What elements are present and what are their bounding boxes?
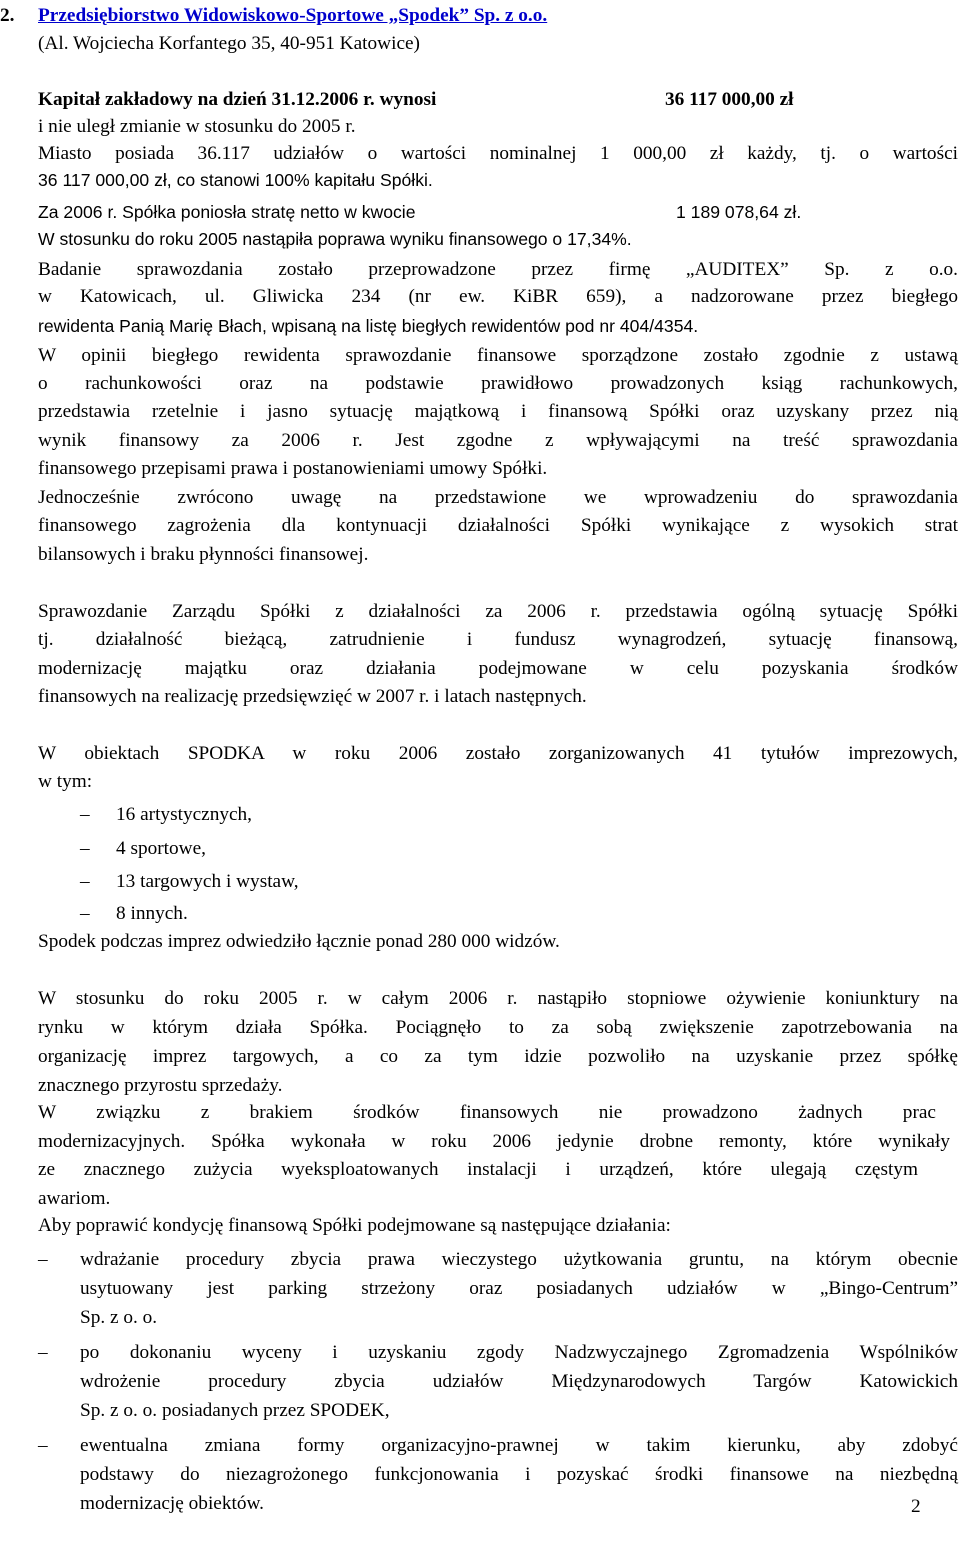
opinion-line-3: przedstawia rzetelnie i jasno sytuację majątkową i finansową Spółki oraz uzyskany przez nią	[38, 401, 958, 422]
section-address: (Al. Wojciecha Korfantego 35, 40-951 Katowice)	[38, 33, 420, 54]
market-line-3: organizację imprez targowych, a co za tym idzie pozwoliło na uzyskanie przez spółkę	[38, 1046, 958, 1067]
opinion-line-1: W opinii biegłego rewidenta sprawozdanie finansowe sporządzone zostało zgodnie z ustawą	[38, 345, 958, 366]
action-3-line-2: podstawy do niezagrożonego funkcjonowania i pozyskać środki finansowe na niezbędną	[80, 1464, 958, 1485]
list-dash: –	[80, 804, 90, 825]
action-2-line-1: po dokonaniu wyceny i uzyskaniu zgody Nadzwyczajnego Zgromadzenia Wspólników	[80, 1342, 958, 1363]
management-line-1: Sprawozdanie Zarządu Spółki z działalności za 2006 r. przedstawia ogólną sytuację Spółki	[38, 601, 958, 622]
audit-line-1: Badanie sprawozdania zostało przeprowadzone przez firmę „AUDITEX” Sp. z o.o.	[38, 259, 958, 280]
improvement-text: W stosunku do roku 2005 nastąpiła poprawa wyniku finansowego o 17,34%.	[38, 229, 632, 249]
events-list-item: 4 sportowe,	[116, 838, 206, 859]
audit-line-2: w Katowicach, ul. Gliwicka 234 (nr ew. KiBR 659), a nadzorowane przez biegłego	[38, 286, 958, 307]
action-3-line-3: modernizację obiektów.	[80, 1493, 264, 1514]
list-dash: –	[80, 871, 90, 892]
management-line-2: tj. działalność bieżącą, zatrudnienie i fundusz wynagrodzeń, sytuację finansową,	[38, 629, 958, 650]
loss-label: Za 2006 r. Spółka poniosła stratę netto w kwocie	[38, 202, 416, 222]
audit-line-3: rewidenta Panią Marię Błach, wpisaną na listę biegłych rewidentów pod nr 404/4354.	[38, 316, 699, 336]
repairs-line-2: modernizacyjnych. Spółka wykonała w roku 2006 jedynie drobne remonty, które wynikały	[38, 1131, 950, 1152]
actions-intro: Aby poprawić kondycję finansową Spółki podejmowane są następujące działania:	[38, 1215, 671, 1236]
action-3-line-1: ewentualna zmiana formy organizacyjno-prawnej w takim kierunku, aby zdobyć	[80, 1435, 958, 1456]
repairs-line-3: ze znacznego zużycia wyeksploatowanych instalacji i urządzeń, które ulegają częstym	[38, 1159, 918, 1180]
list-dash: –	[80, 903, 90, 924]
action-1-line-2: usytuowany jest parking strzeżony oraz posiadanych udziałów w „Bingo-Centrum”	[80, 1278, 958, 1299]
events-intro-line-1: W obiektach SPODKA w roku 2006 zostało zorganizowanych 41 tytułów imprezowych,	[38, 743, 958, 764]
loss-value: 1 189 078,64 zł.	[676, 202, 802, 222]
list-dash: –	[38, 1342, 48, 1363]
opinion-line-5: finansowego przepisami prawa i postanowieniami umowy Spółki.	[38, 458, 548, 479]
events-list-item: 16 artystycznych,	[116, 804, 252, 825]
shares-line-1: Miasto posiada 36.117 udziałów o wartości nominalnej 1 000,00 zł każdy, tj. o wartości	[38, 143, 958, 164]
market-line-2: rynku w którym działa Spółka. Pociągnęło to za sobą zwiększenie zapotrzebowania na	[38, 1017, 958, 1038]
section-number: 2.	[0, 5, 15, 26]
action-2-line-3: Sp. z o. o. posiadanych przez SPODEK,	[80, 1400, 390, 1421]
warning-line-1: Jednocześnie zwrócono uwagę na przedstawione we wprowadzeniu do sprawozdania	[38, 487, 958, 508]
opinion-line-2: o rachunkowości oraz na podstawie prawidłowo prowadzonych ksiąg rachunkowych,	[38, 373, 958, 394]
capital-value: 36 117 000,00 zł	[665, 89, 794, 110]
opinion-line-4: wynik finansowy za 2006 r. Jest zgodne z wpływającymi na treść sprawozdania	[38, 430, 958, 451]
market-line-1: W stosunku do roku 2005 r. w całym 2006 r. nastąpiło stopniowe ożywienie koniunktury na	[38, 988, 958, 1009]
management-line-3: modernizację majątku oraz działania podejmowane w celu pozyskania środków	[38, 658, 958, 679]
page-number: 2	[911, 1496, 921, 1517]
warning-line-2: finansowego zagrożenia dla kontynuacji działalności Spółki wynikające z wysokich strat	[38, 515, 958, 536]
list-dash: –	[80, 838, 90, 859]
section-title: Przedsiębiorstwo Widowiskowo-Sportowe „Spodek” Sp. z o.o.	[38, 5, 548, 26]
action-1-line-1: wdrażanie procedury zbycia prawa wieczystego użytkowania gruntu, na którym obecnie	[80, 1249, 958, 1270]
visitors-text: Spodek podczas imprez odwiedziło łącznie ponad 280 000 widzów.	[38, 931, 560, 952]
action-1-line-3: Sp. z o. o.	[80, 1307, 158, 1328]
capital-label: Kapitał zakładowy na dzień 31.12.2006 r. wynosi	[38, 89, 437, 110]
market-line-4: znacznego przyrostu sprzedaży.	[38, 1075, 283, 1096]
management-line-4: finansowych na realizację przedsięwzięć w 2007 r. i latach następnych.	[38, 686, 587, 707]
action-2-line-2: wdrożenie procedury zbycia udziałów Międzynarodowych Targów Katowickich	[80, 1371, 958, 1392]
warning-line-3: bilansowych i braku płynności finansowej.	[38, 544, 369, 565]
shares-line-2: 36 117 000,00 zł, co stanowi 100% kapitału Spółki.	[38, 170, 433, 190]
list-dash: –	[38, 1249, 48, 1270]
events-list-item: 8 innych.	[116, 903, 188, 924]
repairs-line-4: awariom.	[38, 1188, 111, 1209]
events-list-item: 13 targowych i wystaw,	[116, 871, 299, 892]
capital-note: i nie uległ zmianie w stosunku do 2005 r.	[38, 116, 356, 137]
list-dash: –	[38, 1435, 48, 1456]
events-intro-line-2: w tym:	[38, 771, 93, 792]
repairs-line-1: W związku z brakiem środków finansowych nie prowadzono żadnych prac	[38, 1102, 936, 1123]
